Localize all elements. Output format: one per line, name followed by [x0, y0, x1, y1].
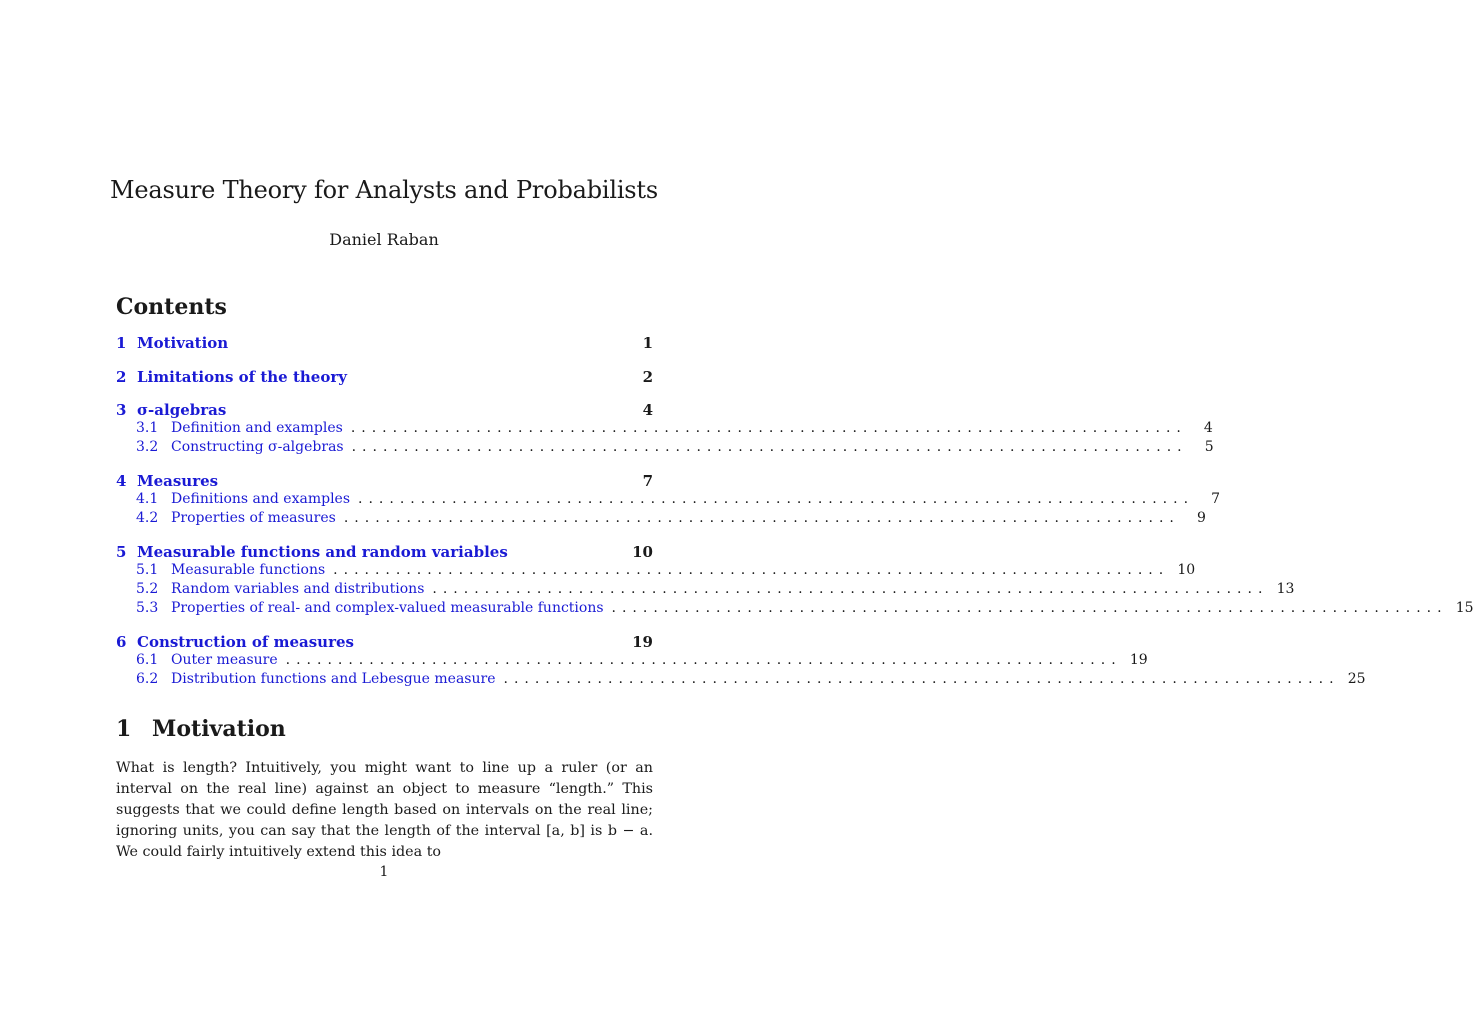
- toc-entry-number: 5.1: [136, 562, 159, 578]
- toc-dot-leader: ................................................................................: [358, 491, 1195, 507]
- toc-entry-label[interactable]: Motivation: [137, 334, 229, 352]
- toc-entry-label[interactable]: Measures: [137, 472, 219, 490]
- toc-entry-page: 15: [1455, 600, 1474, 616]
- toc-entry-page: 9: [1196, 510, 1206, 526]
- toc-entry-label[interactable]: Measurable functions: [171, 562, 326, 578]
- section-body-paragraph: What is length? Intuitively, you might want to line up a ruler (or an interval on the real line) against an object to measure “length.” This suggests that we could define length based on intervals on the real line; ignoring units, you can say that the length of the interval [a, b] is b − a. We could fairly intuitively extend this idea to: [116, 760, 653, 860]
- toc-entry-label[interactable]: Construction of measures: [137, 633, 354, 651]
- toc-subsection-entry[interactable]: [116, 671, 1366, 690]
- toc-entry-page: 10: [632, 543, 653, 561]
- toc-entry-number: 6.2: [136, 671, 159, 687]
- toc-entry-page: 10: [1177, 562, 1196, 578]
- toc-entry-label[interactable]: Properties of measures: [171, 510, 336, 526]
- toc-section-entry[interactable]: [116, 472, 653, 491]
- toc-dot-leader: ................................................................................: [611, 600, 1448, 616]
- toc-section-entry[interactable]: [116, 334, 653, 353]
- toc-subsection-entry[interactable]: [116, 420, 1213, 439]
- toc-entry-number: 3.1: [136, 420, 159, 436]
- toc-entry-number: 3: [116, 401, 127, 419]
- toc-entry-label[interactable]: Definition and examples: [171, 420, 343, 436]
- toc-entry-number: 5.2: [136, 581, 159, 597]
- toc-entry-label[interactable]: Constructing σ-algebras: [171, 439, 344, 455]
- toc-entry-page: 1: [642, 334, 653, 352]
- toc-entry-number: 5.3: [136, 600, 159, 616]
- toc-entry-label[interactable]: Outer measure: [171, 652, 278, 668]
- toc-dot-leader: ................................................................................: [351, 439, 1188, 455]
- toc-entry-page: 13: [1276, 581, 1295, 597]
- toc-section-entry[interactable]: [116, 633, 653, 652]
- toc-entry-page: 19: [632, 633, 653, 651]
- toc-entry-page: 25: [1347, 671, 1366, 687]
- toc-entry-label[interactable]: Properties of real- and complex-valued measurable functions: [171, 600, 604, 616]
- toc-dot-leader: ................................................................................: [503, 671, 1340, 687]
- toc-entry-number: 6.1: [136, 652, 159, 668]
- toc-section-entry[interactable]: [116, 543, 653, 562]
- toc-entry-page: 7: [642, 472, 653, 490]
- toc-dot-leader: ................................................................................: [350, 420, 1187, 436]
- toc-entry-page: 4: [1203, 420, 1213, 436]
- toc-entry-number: 6: [116, 633, 127, 651]
- toc-section-entry[interactable]: [116, 401, 653, 420]
- toc-entry-label[interactable]: Limitations of the theory: [137, 368, 347, 386]
- toc-subsection-entry[interactable]: [116, 562, 1196, 581]
- toc-entry-page: 7: [1211, 491, 1221, 507]
- toc-subsection-entry[interactable]: [116, 510, 1206, 529]
- toc-entry-label[interactable]: Measurable functions and random variables: [137, 543, 508, 561]
- page-number: 1: [379, 864, 389, 880]
- toc-entry-number: 3.2: [136, 439, 159, 455]
- toc-entry-number: 4: [116, 472, 127, 490]
- toc-entry-page: 5: [1204, 439, 1214, 455]
- toc-dot-leader: ................................................................................: [333, 562, 1170, 578]
- toc-section-entry[interactable]: [116, 368, 653, 387]
- toc-entry-label[interactable]: Distribution functions and Lebesgue measure: [171, 671, 496, 687]
- contents-heading: Contents: [116, 294, 227, 320]
- toc-subsection-entry[interactable]: [116, 652, 1148, 671]
- toc-dot-leader: ................................................................................: [285, 652, 1122, 668]
- toc-dot-leader: ................................................................................: [432, 581, 1269, 597]
- document-title: Measure Theory for Analysts and Probabilists: [110, 176, 658, 204]
- toc-subsection-entry[interactable]: [116, 600, 1474, 619]
- toc-entry-label[interactable]: σ-algebras: [137, 401, 227, 419]
- author-name: Daniel Raban: [329, 230, 439, 249]
- toc-entry-page: 2: [642, 368, 653, 386]
- section-title: Motivation: [152, 716, 286, 742]
- toc-entry-label[interactable]: Definitions and examples: [171, 491, 351, 507]
- toc-entry-page: 4: [642, 401, 653, 419]
- toc-entry-number: 5: [116, 543, 127, 561]
- toc-subsection-entry[interactable]: [116, 581, 1295, 600]
- toc-subsection-entry[interactable]: [116, 491, 1221, 510]
- toc-entry-number: 4.2: [136, 510, 159, 526]
- toc-entry-page: 19: [1129, 652, 1148, 668]
- toc-dot-leader: ................................................................................: [343, 510, 1180, 526]
- toc-entry-number: 2: [116, 368, 127, 386]
- toc-entry-label[interactable]: Random variables and distributions: [171, 581, 425, 597]
- section-heading: [116, 716, 286, 742]
- toc-entry-number: 1: [116, 334, 127, 352]
- toc-subsection-entry[interactable]: [116, 439, 1214, 458]
- section-number: 1: [116, 716, 132, 742]
- toc-entry-number: 4.1: [136, 491, 159, 507]
